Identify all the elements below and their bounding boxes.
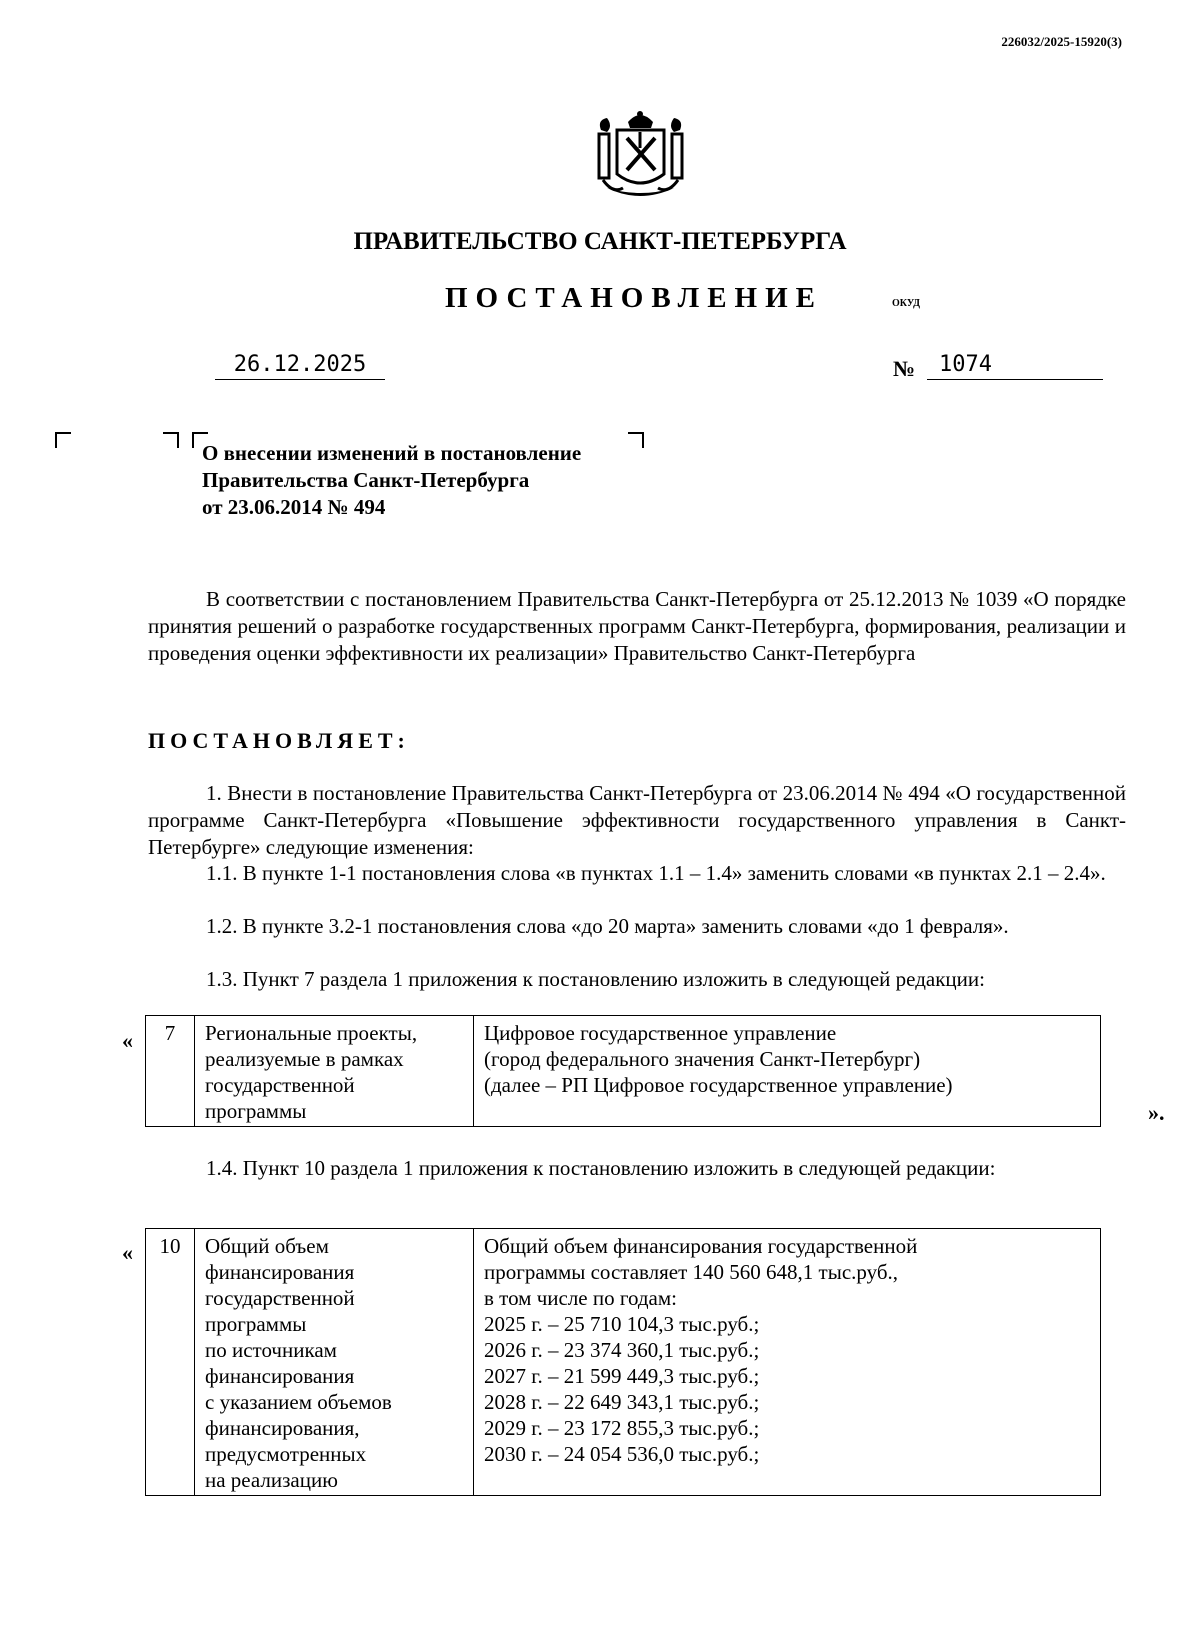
table-item-7	[145, 1015, 1101, 1127]
value-line: 2030 г. – 24 054 536,0 тыс.руб.;	[484, 1442, 760, 1466]
name-line: на реализацию	[205, 1468, 338, 1492]
government-name: ПРАВИТЕЛЬСТВО САНКТ-ПЕТЕРБУРГА	[353, 228, 847, 255]
corner-mark	[55, 432, 71, 448]
value-line: 2025 г. – 25 710 104,3 тыс.руб.;	[484, 1312, 760, 1336]
value-line: Общий объем финансирования государственной	[484, 1234, 918, 1258]
value-line: 2028 г. – 22 649 343,1 тыс.руб.;	[484, 1390, 760, 1414]
name-line: государственной	[205, 1073, 355, 1097]
name-line: Общий объем	[205, 1234, 329, 1258]
okud-label: ОКУД	[892, 298, 921, 309]
table-item-10	[145, 1228, 1101, 1496]
document-type-title: ПОСТАНОВЛЕНИЕ	[445, 282, 824, 314]
value-line: Цифровое государственное управление	[484, 1021, 837, 1045]
name-line: финансирования,	[205, 1416, 360, 1440]
coat-of-arms-icon	[593, 108, 688, 208]
value-line: в том числе по годам:	[484, 1286, 677, 1310]
quote-close: ».	[1148, 1100, 1165, 1125]
value-line: 2027 г. – 21 599 449,3 тыс.руб.;	[484, 1364, 760, 1388]
corner-mark	[628, 432, 644, 448]
name-line: Региональные проекты,	[205, 1021, 418, 1045]
value-line: (город федерального значения Санкт-Петербург)	[484, 1047, 921, 1071]
row-value	[474, 1229, 1101, 1496]
value-line: 2029 г. – 23 172 855,3 тыс.руб.;	[484, 1416, 760, 1440]
subject-line: Правительства Санкт-Петербурга	[202, 468, 530, 492]
preamble-paragraph: В соответствии с постановлением Правительства Санкт-Петербурга от 25.12.2013 № 1039 «О порядке принятия решений о разработке государственных программ Санкт-Петербурга, формирования, реализации и проведения оценки эффективности их реализации» Правительство Санкт-Петербурга	[148, 587, 1126, 665]
quote-open: «	[122, 1028, 133, 1053]
document-subject	[202, 440, 581, 521]
table-row	[146, 1016, 1101, 1127]
name-line: с указанием объемов	[205, 1390, 392, 1414]
value-line: (далее – РП Цифровое государственное управление)	[484, 1073, 953, 1097]
row-value	[474, 1016, 1101, 1127]
item-1-2-paragraph: 1.2. В пункте 3.2-1 постановления слова «до 20 марта» заменить словами «до 1 февраля».	[206, 914, 1009, 938]
item-1-1-paragraph: 1.1. В пункте 1-1 постановления слова «в пунктах 1.1 – 1.4» заменить словами «в пунктах 2.1 – 2.4».	[206, 861, 1106, 885]
table-row	[146, 1229, 1101, 1496]
document-number: 1074	[927, 352, 1103, 380]
item-1-4-paragraph: 1.4. Пункт 10 раздела 1 приложения к постановлению изложить в следующей редакции:	[206, 1156, 996, 1180]
item-1-paragraph: 1. Внести в постановление Правительства Санкт-Петербурга от 23.06.2014 № 494 «О государственной программе Санкт-Петербурга «Повышение эффективности государственного управления в Санкт-Петербурге» следующие изменения:	[148, 781, 1126, 859]
name-line: программы	[205, 1099, 307, 1123]
number-label: №	[893, 356, 916, 381]
name-line: по источникам	[205, 1338, 337, 1362]
value-line: программы составляет 140 560 648,1 тыс.руб.,	[484, 1260, 899, 1284]
row-name	[195, 1016, 474, 1127]
name-line: финансирования	[205, 1260, 355, 1284]
value-line: 2026 г. – 23 374 360,1 тыс.руб.;	[484, 1338, 760, 1362]
name-line: программы	[205, 1312, 307, 1336]
row-number: 7	[146, 1016, 195, 1127]
quote-open: «	[122, 1240, 133, 1265]
name-line: реализуемые в рамках	[205, 1047, 404, 1071]
item-1-3-paragraph: 1.3. Пункт 7 раздела 1 приложения к постановлению изложить в следующей редакции:	[206, 967, 985, 991]
resolves-heading: ПОСТАНОВЛЯЕТ:	[148, 728, 410, 753]
row-number: 10	[146, 1229, 195, 1496]
corner-mark	[163, 432, 179, 448]
document-registration-number: 226032/2025-15920(3)	[1001, 34, 1122, 49]
document-date: 26.12.2025	[215, 352, 385, 380]
name-line: финансирования	[205, 1364, 355, 1388]
subject-line: О внесении изменений в постановление	[202, 441, 582, 465]
subject-line: от 23.06.2014 № 494	[202, 495, 386, 519]
name-line: предусмотренных	[205, 1442, 367, 1466]
row-name	[195, 1229, 474, 1496]
name-line: государственной	[205, 1286, 355, 1310]
